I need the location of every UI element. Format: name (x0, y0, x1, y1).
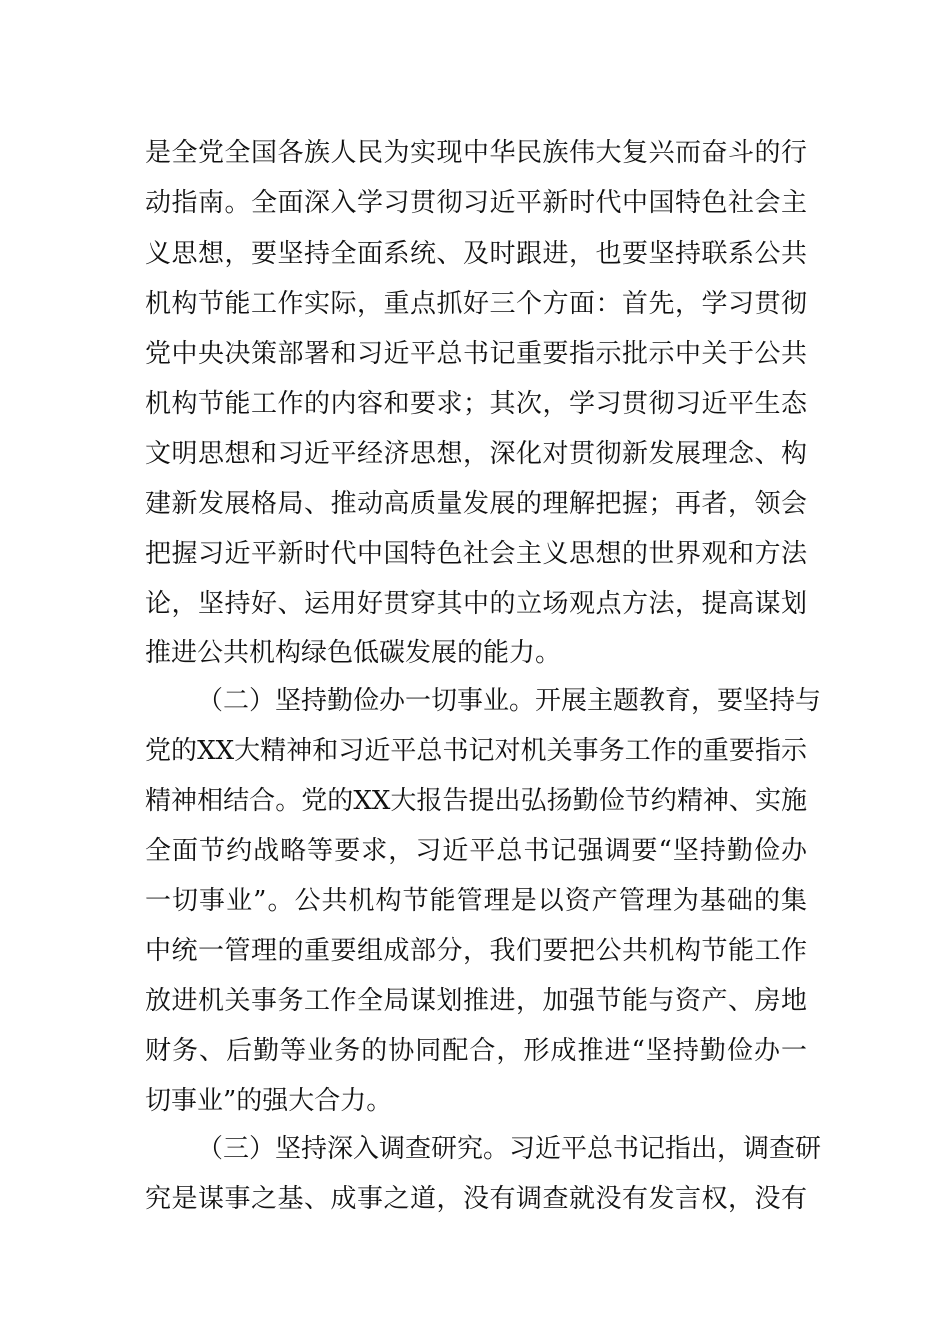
text-line: 究是谋事之基、成事之道，没有调查就没有发言权，没有 (145, 1184, 807, 1214)
text-line: 中统一管理的重要组成部分，我们要把公共机构节能工作 (145, 936, 807, 966)
text-line: 机构节能工作实际，重点抓好三个方面：首先，学习贯彻 (145, 289, 807, 319)
text-line: 党中央决策部署和习近平总书记重要指示批示中关于公共 (145, 339, 807, 369)
paragraph-last-line: 推进公共机构绿色低碳发展的能力。 (145, 638, 562, 668)
text-line: 机构节能工作的内容和要求；其次，学习贯彻习近平生态 (145, 389, 807, 419)
text-line: 动指南。全面深入学习贯彻习近平新时代中国特色社会主 (145, 188, 807, 218)
text-line: 文明思想和习近平经济思想，深化对贯彻新发展理念、构 (145, 439, 807, 469)
text-line: 论，坚持好、运用好贯穿其中的立场观点方法，提高谋划 (145, 589, 807, 619)
text-line: 把握习近平新时代中国特色社会主义思想的世界观和方法 (145, 539, 807, 569)
text-line: 一切事业”。公共机构节能管理是以资产管理为基础的集 (145, 886, 807, 916)
text-line: 党的XX大精神和习近平总书记对机关事务工作的重要指示 (145, 736, 807, 766)
text-line: 放进机关事务工作全局谋划推进，加强节能与资产、房地 (145, 986, 807, 1016)
text-line: 义思想，要坚持全面系统、及时跟进，也要坚持联系公共 (145, 239, 807, 269)
paragraph-last-line: 切事业”的强大合力。 (145, 1086, 393, 1116)
text-line: 精神相结合。党的XX大报告提出弘扬勤俭节约精神、实施 (145, 786, 807, 816)
section-heading-line: （二）坚持勤俭办一切事业。开展主题教育，要坚持与 (197, 686, 822, 716)
text-line: 建新发展格局、推动高质量发展的理解把握；再者，领会 (145, 489, 807, 519)
text-line: 全面节约战略等要求，习近平总书记强调要“坚持勤俭办 (145, 836, 807, 866)
text-line: 是全党全国各族人民为实现中华民族伟大复兴而奋斗的行 (145, 138, 807, 168)
section-heading-line: （三）坚持深入调查研究。习近平总书记指出，调查研 (197, 1134, 822, 1164)
text-line: 财务、后勤等业务的协同配合，形成推进“坚持勤俭办一 (145, 1036, 807, 1066)
